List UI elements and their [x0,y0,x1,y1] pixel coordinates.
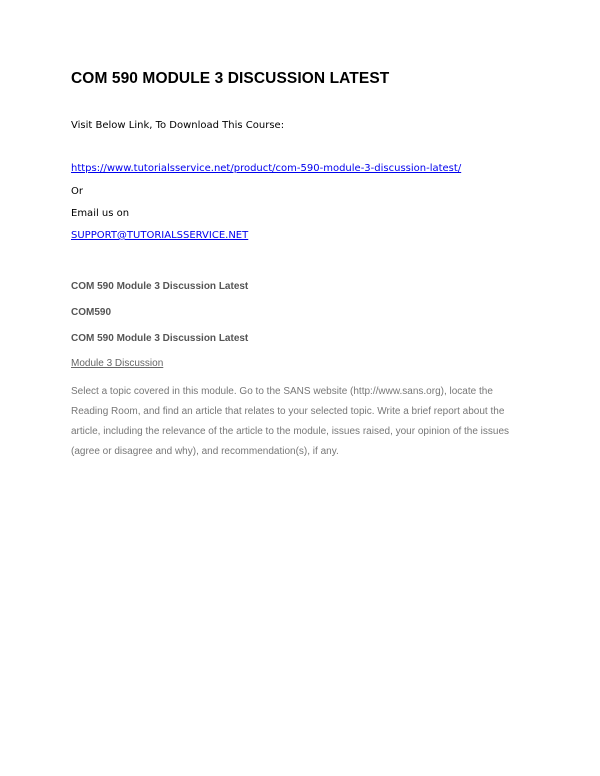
course-code: COM590 [71,307,112,318]
assignment-body: Select a topic covered in this module. Go to the SANS website (http://www.sans.org), locate the Reading Room, and find an article that relates to your selected topic. Write a brief report about the article, including the relevance of the article to the module, issues raised, your opinion of the issues (agree or disagree and why), and recommendation(s), if any. [71,386,510,457]
course-download-link[interactable]: https://www.tutorialsservice.net/product/com-590-module-3-discussion-latest/ [71,163,462,174]
visit-instruction: Visit Below Link, To Download This Course: [71,120,285,131]
course-heading-2: COM 590 Module 3 Discussion Latest [71,333,249,344]
course-heading-1: COM 590 Module 3 Discussion Latest [71,281,249,292]
email-label: Email us on [71,208,130,219]
or-text: Or [71,186,83,197]
page-title: COM 590 MODULE 3 DISCUSSION LATEST [71,70,390,87]
module-discussion-link: Module 3 Discussion [71,358,164,369]
support-email-link[interactable]: SUPPORT@TUTORIALSSERVICE.NET [71,230,249,241]
